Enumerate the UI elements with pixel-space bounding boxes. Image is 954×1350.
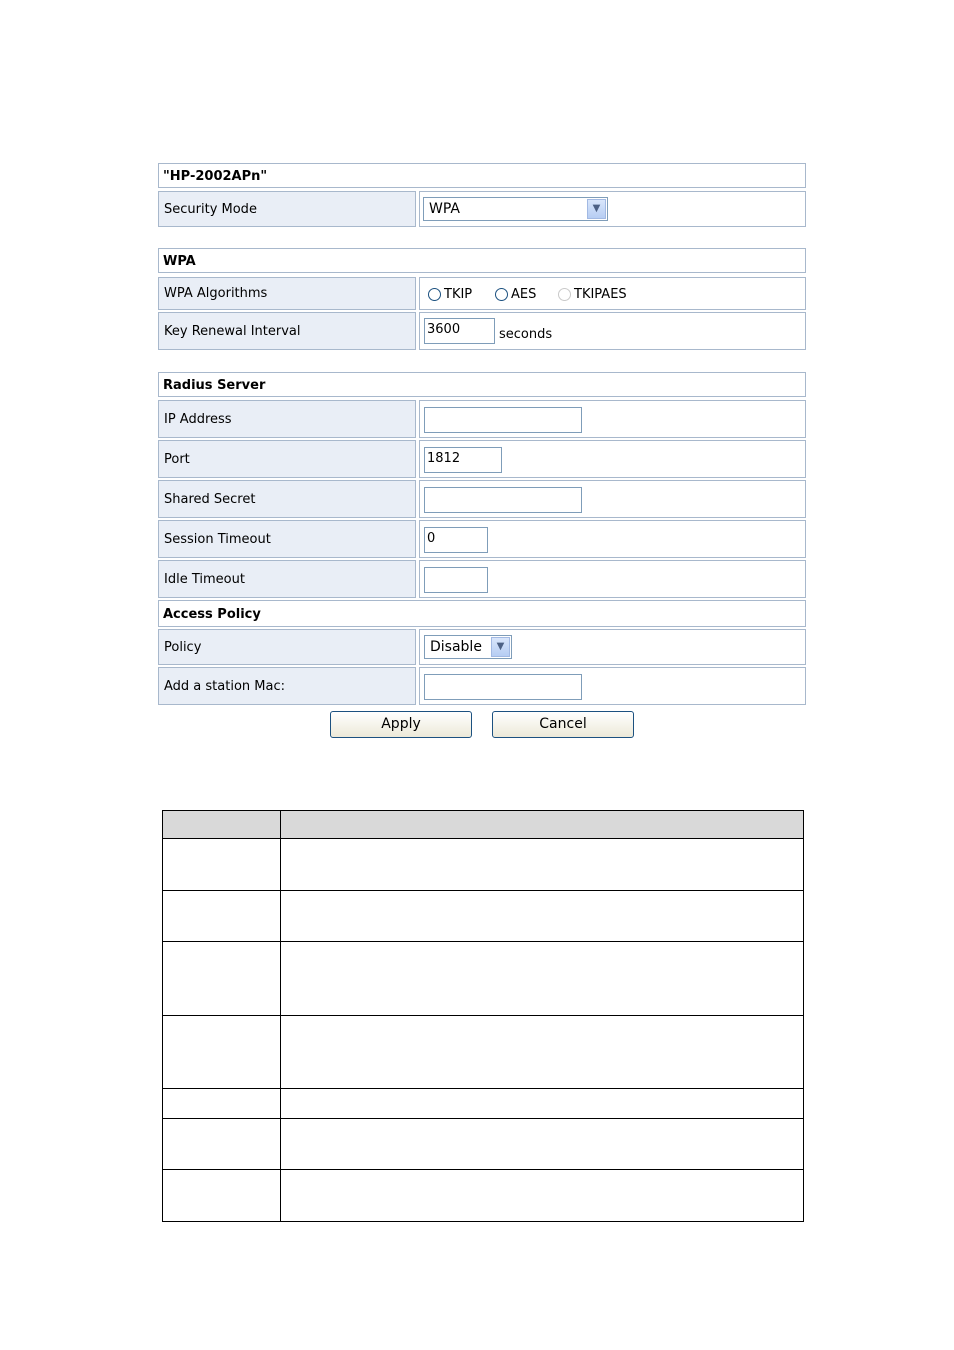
radio-circle-icon[interactable] [428,288,441,301]
security-mode-select[interactable] [423,197,608,221]
radio-tkipaes-label: TKIPAES [574,287,627,302]
radio-aes[interactable] [495,287,536,302]
key-renewal-cell [419,312,806,350]
radius-heading: Radius Server [158,372,806,397]
shared-secret-input[interactable] [424,487,582,513]
table-cell [163,1016,281,1089]
table-header-row [163,811,804,839]
table-row [163,1170,804,1222]
session-timeout-cell [419,520,806,558]
wpa-algorithms-label: WPA Algorithms [158,277,416,310]
station-mac-row [158,667,806,705]
wpa-algorithms-row [158,277,806,310]
chevron-down-icon[interactable]: ▼ [491,637,510,657]
station-mac-cell [419,667,806,705]
policy-select[interactable] [424,635,512,659]
ip-address-label: IP Address [158,400,416,438]
key-renewal-input[interactable]: 3600 [424,318,495,344]
wpa-algorithms-cell [419,277,806,310]
radio-circle-icon[interactable] [558,288,571,301]
table-row [163,942,804,1016]
ip-address-row [158,400,806,438]
table-cell [281,839,804,891]
access-policy-heading: Access Policy [158,600,806,627]
radio-circle-icon[interactable] [495,288,508,301]
table-header-cell [163,811,281,839]
security-mode-value: WPA [429,201,460,217]
table-cell [163,942,281,1016]
security-mode-cell [419,191,806,227]
idle-timeout-cell [419,560,806,598]
radio-tkip-label: TKIP [444,287,473,302]
policy-cell [419,629,806,665]
port-input[interactable]: 1812 [424,447,502,473]
session-timeout-input[interactable]: 0 [424,527,488,553]
table-cell [281,1089,804,1119]
table-cell [163,839,281,891]
shared-secret-row [158,480,806,518]
security-mode-row [158,191,806,227]
table-cell [281,1170,804,1222]
cancel-button[interactable]: Cancel [492,711,634,738]
idle-timeout-label: Idle Timeout [158,560,416,598]
port-row [158,440,806,478]
security-mode-label: Security Mode [158,191,416,227]
description-table [162,810,804,1222]
table-cell [163,891,281,942]
idle-timeout-row [158,560,806,598]
chevron-down-icon[interactable]: ▼ [587,199,606,219]
apply-button[interactable]: Apply [330,711,472,738]
table-cell [163,1170,281,1222]
key-renewal-row [158,312,806,350]
ip-address-cell [419,400,806,438]
station-mac-input[interactable] [424,674,582,700]
session-timeout-row [158,520,806,558]
idle-timeout-input[interactable] [424,567,488,593]
table-cell [281,891,804,942]
table-header-cell [281,811,804,839]
radio-tkip[interactable] [428,287,472,302]
table-row [163,1089,804,1119]
port-label: Port [158,440,416,478]
table-cell [281,1016,804,1089]
table-cell [163,1089,281,1119]
table-row [163,891,804,942]
policy-row [158,629,806,665]
key-renewal-unit: seconds [499,327,553,342]
table-cell [163,1119,281,1170]
device-title: "HP-2002APn" [158,163,806,188]
radio-tkipaes[interactable] [558,287,627,302]
table-cell [281,1119,804,1170]
policy-label: Policy [158,629,416,665]
key-renewal-label: Key Renewal Interval [158,312,416,350]
station-mac-label: Add a station Mac: [158,667,416,705]
radio-aes-label: AES [511,287,537,302]
table-row [163,1119,804,1170]
shared-secret-cell [419,480,806,518]
wpa-heading: WPA [158,248,806,273]
ip-address-input[interactable] [424,407,582,433]
shared-secret-label: Shared Secret [158,480,416,518]
port-cell [419,440,806,478]
table-row [163,839,804,891]
table-row [163,1016,804,1089]
table-cell [281,942,804,1016]
session-timeout-label: Session Timeout [158,520,416,558]
policy-value: Disable [430,639,482,655]
